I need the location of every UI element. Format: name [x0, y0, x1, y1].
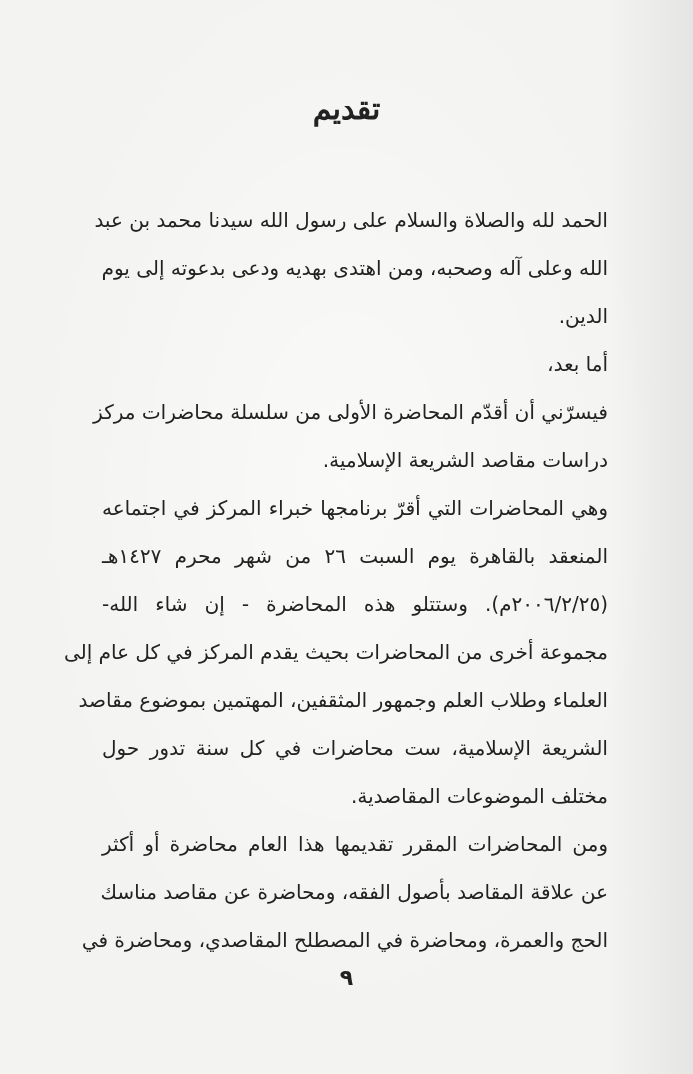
text-line: عن علاقة المقاصد بأصول الفقه، ومحاضرة عن مقاصد مناسك — [100, 880, 608, 904]
text-line: (٢٠٠٦/٢/٢٥م). وستتلو هذه المحاضرة - إن شاء الله- — [102, 592, 608, 616]
text-line: فيسرّني أن أقدّم المحاضرة الأولى من سلسلة محاضرات مركز — [93, 400, 608, 424]
text-line: المنعقد بالقاهرة يوم السبت ٢٦ من شهر محرم ١٤٢٧هـ — [102, 544, 608, 568]
page-number: ٩ — [339, 966, 354, 991]
text-line: الشريعة الإسلامية، ست محاضرات في كل سنة تدور حول — [102, 736, 608, 760]
body-text — [63, 196, 608, 964]
text-line: الدين. — [558, 304, 608, 328]
page-title: تقديم — [312, 92, 381, 127]
text-line: ومن المحاضرات المقرر تقديمها هذا العام محاضرة أو أكثر — [102, 832, 608, 856]
text-line: الحج والعمرة، ومحاضرة في المصطلح المقاصدي، ومحاضرة في — [81, 928, 608, 952]
text-line: الله وعلى آله وصحبه، ومن اهتدى بهديه ودعى بدعوته إلى يوم — [101, 256, 608, 280]
text-line: وهي المحاضرات التي أقرّ برنامجها خبراء المركز في اجتماعه — [102, 496, 608, 520]
text-line: العلماء وطلاب العلم وجمهور المثقفين، المهتمين بموضوع مقاصد — [78, 688, 608, 712]
text-line: دراسات مقاصد الشريعة الإسلامية. — [322, 448, 608, 472]
text-line: مجموعة أخرى من المحاضرات بحيث يقدم المركز في كل عام إلى — [63, 640, 608, 664]
text-line: الحمد لله والصلاة والسلام على رسول الله سيدنا محمد بن عبد — [94, 208, 608, 232]
text-line: مختلف الموضوعات المقاصدية. — [351, 784, 608, 808]
text-line: أما بعد، — [547, 352, 608, 376]
